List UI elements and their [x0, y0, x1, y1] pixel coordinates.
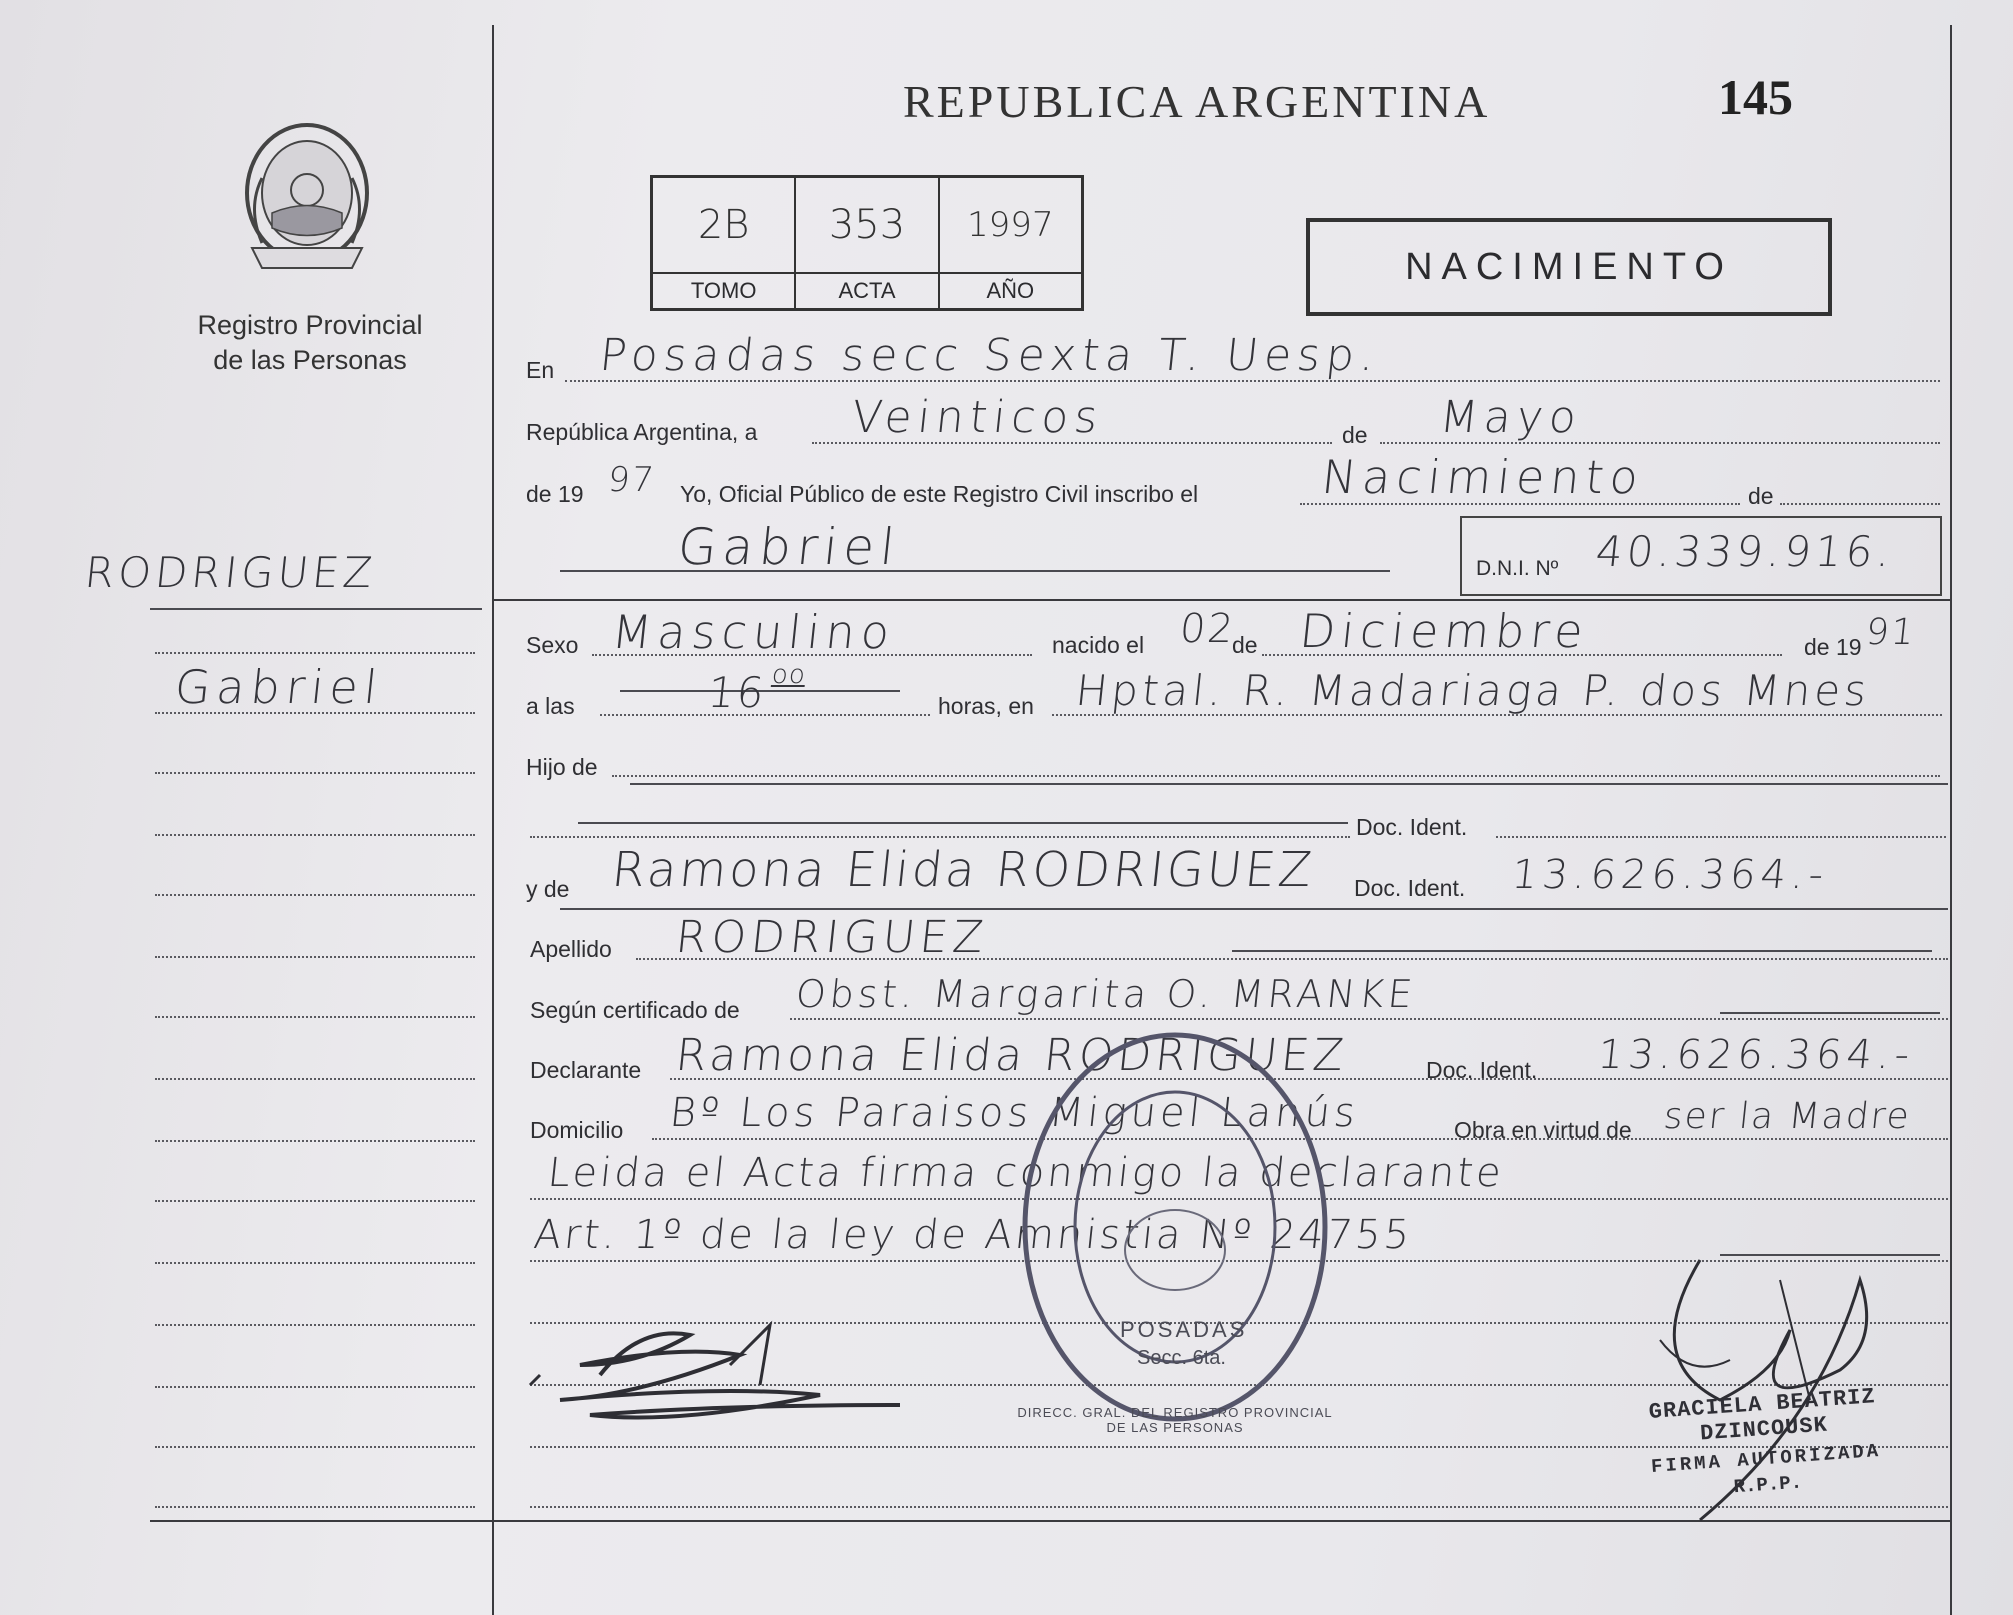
margin-line-9 — [155, 1140, 475, 1142]
segun-line — [790, 1018, 1948, 1020]
tomo-cell — [653, 178, 796, 308]
folio-number: 145 — [1718, 69, 1793, 125]
dni-number: 40.339.916. — [1593, 527, 1897, 576]
margin-line-13 — [155, 1386, 475, 1388]
anio-value: 1997 — [967, 205, 1054, 245]
act-type: Nacimiento — [1319, 450, 1647, 504]
de-line — [1780, 503, 1940, 505]
obra-value: ser la Madre — [1661, 1096, 1913, 1137]
signature-scribble-icon — [520, 1305, 1040, 1455]
registration-month: Mayo — [1437, 392, 1585, 443]
authorized-officer-name: GRACIELA BEATRIZ DZINCOUSK — [1648, 1384, 1877, 1447]
authorization-agency: R.P.P. — [1732, 1471, 1803, 1499]
tomo-value: 2B — [697, 202, 750, 248]
margin-line-3 — [155, 772, 475, 774]
apellido-label: Apellido — [530, 936, 612, 962]
en-label: En — [526, 357, 555, 383]
domicilio-label: Domicilio — [530, 1117, 624, 1143]
sex-value: Masculino — [609, 605, 898, 659]
doc2-label: Doc. Ident. — [1354, 875, 1466, 901]
stamp-section: Secc. 6ta. — [1137, 1347, 1226, 1369]
year-prefix-label: de 19 — [526, 481, 584, 507]
official-stamp — [1015, 1025, 1335, 1435]
agency-line2: de las Personas — [213, 345, 407, 375]
declarant-doc: 13.626.364.- — [1595, 1032, 1917, 1078]
record-type-box: NACIMIENTO — [1306, 218, 1832, 316]
certificate-issuer: Obst. Margarita O. MRANKE — [793, 972, 1419, 1016]
doc3-label: Doc. Ident. — [1426, 1057, 1538, 1083]
place-of-registry: Posadas secc Sexta T. Uesp. — [597, 330, 1383, 381]
surname-value: RODRIGUEZ — [673, 912, 991, 963]
margin-line-1 — [155, 652, 475, 654]
hijo-label: Hijo de — [526, 754, 598, 780]
anio-cell — [940, 178, 1081, 308]
country-heading: REPUBLICA ARGENTINA — [903, 76, 1491, 127]
agency-line1: Registro Provincial — [197, 310, 423, 340]
anio-label: AÑO — [940, 272, 1081, 308]
margin-given-name: Gabriel — [172, 660, 386, 714]
birth-year: 91 — [1863, 612, 1918, 653]
margin-surname: RODRIGUEZ — [82, 548, 379, 597]
father-strike — [630, 783, 1948, 785]
registration-day: Veinticos — [849, 392, 1107, 443]
observation-line1: Leida el Acta firma conmigo la declarante — [545, 1150, 1507, 1196]
authorized-signature-title: FIRMA AUTORIZADA — [1650, 1439, 1882, 1478]
margin-line-6 — [155, 956, 475, 958]
father-strike-2 — [578, 822, 1348, 824]
acta-cell — [796, 178, 939, 308]
acta-label: ACTA — [796, 272, 937, 308]
registry-box — [650, 175, 1084, 311]
birthplace: Hptal. R. Madariaga P. dos Mnes — [1073, 666, 1873, 715]
registered-name: Gabriel — [674, 518, 904, 576]
mother-line — [560, 908, 1948, 910]
nacido-label: nacido el — [1052, 632, 1145, 658]
margin-line-8 — [155, 1078, 475, 1080]
de19-label: de 19 — [1804, 634, 1862, 660]
oficial-label: Yo, Oficial Público de este Registro Civil inscribo el — [680, 481, 1199, 507]
registration-year: 97 — [605, 460, 658, 500]
stamp-city: POSADAS — [1120, 1317, 1248, 1342]
tomo-label: TOMO — [653, 272, 794, 308]
de-label-2: de — [1748, 483, 1774, 509]
obra-label: Obra en virtud de — [1454, 1117, 1632, 1143]
margin-line-12 — [155, 1324, 475, 1326]
yde-label: y de — [526, 876, 570, 902]
margin-line-10 — [155, 1200, 475, 1202]
margin-line-5 — [155, 894, 475, 896]
doc1-line — [1496, 836, 1946, 838]
acta-value: 353 — [828, 202, 906, 248]
observation-line2: Art. 1º de la ley de Amnistia Nº 24755 — [531, 1212, 1415, 1258]
declarant-name: Ramona Elida RODRIGUEZ — [673, 1030, 1350, 1081]
right-border — [1950, 25, 1952, 1615]
birth-hour: 16 — [705, 668, 769, 717]
doc1-label: Doc. Ident. — [1356, 814, 1468, 840]
de-label-3: de — [1232, 632, 1258, 658]
margin-line-0 — [150, 608, 482, 610]
dni-label: D.N.I. Nº — [1476, 557, 1559, 580]
province-seal — [232, 118, 382, 278]
republica-label: República Argentina, a — [526, 419, 758, 445]
de-label-1: de — [1342, 422, 1368, 448]
alas-label: a las — [526, 693, 575, 719]
mother-name: Ramona Elida RODRIGUEZ — [609, 842, 1318, 898]
sexo-label: Sexo — [526, 632, 579, 658]
segun-label: Según certificado de — [530, 997, 740, 1023]
left-column-divider — [492, 25, 494, 1615]
apellido-strike — [1232, 950, 1932, 952]
birth-hour-minutes: oo — [770, 660, 808, 690]
margin-line-14 — [155, 1446, 475, 1448]
mother-doc: 13.626.364.- — [1509, 852, 1831, 898]
stamp-ring-text: DIRECC. GRAL. DEL REGISTRO PROVINCIAL DE LAS PERSONAS — [1017, 1405, 1333, 1435]
horas-label: horas, en — [938, 693, 1034, 719]
birth-day: 02 — [1177, 606, 1238, 652]
coat-of-arms-icon — [232, 118, 382, 278]
doc1-pre-line — [530, 836, 1350, 838]
margin-line-7 — [155, 1016, 475, 1018]
declarante-label: Declarante — [530, 1057, 642, 1083]
margin-line-2 — [155, 712, 475, 714]
section-divider — [492, 599, 1952, 601]
margin-line-15 — [155, 1506, 475, 1508]
hour-line — [600, 714, 930, 716]
birth-month: Diciembre — [1297, 604, 1592, 658]
segun-strike — [1720, 1012, 1940, 1014]
margin-line-11 — [155, 1262, 475, 1264]
margin-line-4 — [155, 834, 475, 836]
declarant-signature — [520, 1305, 1040, 1460]
address-value: Bº Los Paraisos Miguel Lanús — [667, 1090, 1362, 1136]
agency-name — [150, 308, 470, 378]
father-line — [612, 775, 1940, 777]
